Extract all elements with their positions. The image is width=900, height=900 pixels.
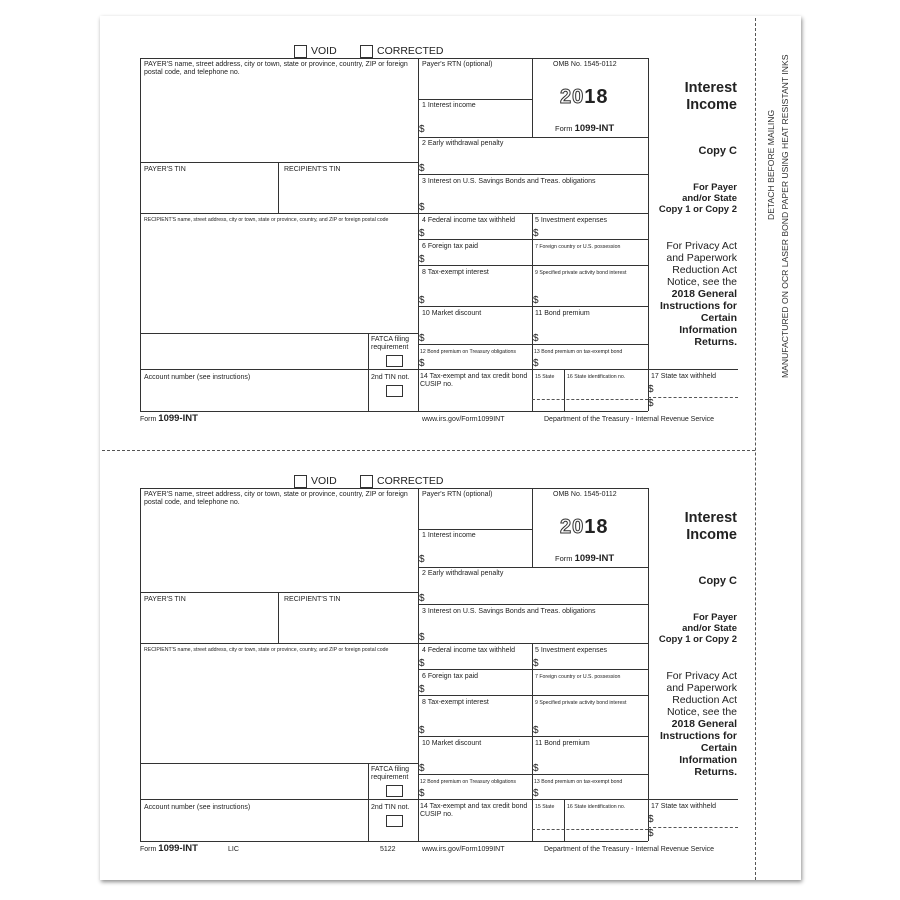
lic-code: LIC <box>228 846 239 853</box>
privacy-notice: For Privacy Act and Paperwork Reduction Act Notice, see the 2018 General Instructions for Certain Information Returns. <box>659 670 737 778</box>
second-tin-checkbox[interactable] <box>386 385 403 397</box>
box-3-input[interactable]: $ <box>419 632 425 643</box>
box-6-input[interactable]: $ <box>419 684 425 695</box>
box-9-label: 9 Specified private activity bond interest <box>535 700 627 706</box>
corrected-checkbox[interactable] <box>360 475 373 488</box>
box-17-label: 17 State tax withheld <box>651 803 716 810</box>
for-payer-note: For Payer and/or State Copy 1 or Copy 2 <box>658 612 737 645</box>
box-6-label: 6 Foreign tax paid <box>422 243 479 250</box>
form-footer-id: Form 1099-INT <box>140 843 198 854</box>
box-14-label: 14 Tax-exempt and tax credit bond CUSIP no. <box>420 803 528 818</box>
omb-number: OMB No. 1545-0112 <box>553 61 617 68</box>
second-tin-label: 2nd TIN not. <box>371 804 410 811</box>
void-checkbox[interactable] <box>294 45 307 58</box>
corrected-label: CORRECTED <box>377 45 444 57</box>
payer-name-label: PAYER'S name, street address, city or town, state or province, country, ZIP or foreign postal code, and telephone no. <box>144 61 408 76</box>
box-8-input[interactable]: $ <box>419 295 425 306</box>
payer-rtn-label: Payer's RTN (optional) <box>422 491 493 498</box>
void-checkbox[interactable] <box>294 475 307 488</box>
form-copy-top <box>0 0 900 430</box>
box-7-label: 7 Foreign country or U.S. possession <box>535 244 621 250</box>
box-11-input[interactable]: $ <box>533 763 539 774</box>
box-16-label: 16 State identification no. <box>567 804 626 810</box>
box-1-input[interactable]: $ <box>419 124 425 135</box>
box-11-label: 11 Bond premium <box>535 740 590 747</box>
form-copy-bottom <box>0 430 900 860</box>
box-1-label: 1 Interest income <box>422 532 476 539</box>
for-payer-note: For Payer and/or State Copy 1 or Copy 2 <box>658 182 737 215</box>
recipient-tin-label: RECIPIENT'S TIN <box>284 596 341 603</box>
box-12-input[interactable]: $ <box>419 358 425 369</box>
box-4-input[interactable]: $ <box>419 658 425 669</box>
box-17-label: 17 State tax withheld <box>651 373 716 380</box>
recipient-name-label: RECIPIENT'S name, street address, city or town, state or province, country, and ZIP or foreign postal code <box>144 217 389 223</box>
form-title: Interest Income <box>684 80 737 113</box>
box-10-input[interactable]: $ <box>419 333 425 344</box>
box-8-input[interactable]: $ <box>419 725 425 736</box>
fatca-label: FATCA filing requirement <box>371 336 409 351</box>
account-number-label: Account number (see instructions) <box>144 804 251 811</box>
payer-name-label: PAYER'S name, street address, city or town, state or province, country, ZIP or foreign postal code, and telephone no. <box>144 491 408 506</box>
box-6-input[interactable]: $ <box>419 254 425 265</box>
form-title: Interest Income <box>684 510 737 543</box>
dept-label: Department of the Treasury - Internal Revenue Service <box>544 846 715 853</box>
box-4-label: 4 Federal income tax withheld <box>422 647 515 654</box>
box-10-input[interactable]: $ <box>419 763 425 774</box>
omb-number: OMB No. 1545-0112 <box>553 491 617 498</box>
box-8-label: 8 Tax-exempt interest <box>422 699 489 706</box>
box-12-input[interactable]: $ <box>419 788 425 799</box>
box-17-input-1[interactable]: $ <box>648 384 654 395</box>
box-15-label: 15 State <box>535 804 555 810</box>
void-label: VOID <box>311 45 337 57</box>
form-number-code: 5122 <box>380 846 396 853</box>
box-2-label: 2 Early withdrawal penalty <box>422 570 504 577</box>
form-id-top: Form 1099-INT <box>555 123 615 134</box>
box-11-input[interactable]: $ <box>533 333 539 344</box>
box-7-label: 7 Foreign country or U.S. possession <box>535 674 621 680</box>
account-number-label: Account number (see instructions) <box>144 374 251 381</box>
box-1-label: 1 Interest income <box>422 102 476 109</box>
box-3-label: 3 Interest on U.S. Savings Bonds and Treas. obligations <box>422 608 596 615</box>
box-16-label: 16 State identification no. <box>567 374 626 380</box>
fatca-checkbox[interactable] <box>386 355 403 367</box>
box-12-label: 12 Bond premium on Treasury obligations <box>420 779 517 785</box>
box-2-input[interactable]: $ <box>419 593 425 604</box>
corrected-checkbox[interactable] <box>360 45 373 58</box>
box-2-input[interactable]: $ <box>419 163 425 174</box>
recipient-name-label: RECIPIENT'S name, street address, city or town, state or province, country, and ZIP or foreign postal code <box>144 647 389 653</box>
box-13-label: 13 Bond premium on tax-exempt bond <box>534 779 623 785</box>
box-11-label: 11 Bond premium <box>535 310 590 317</box>
irs-url: www.irs.gov/Form1099INT <box>422 846 505 853</box>
box-6-label: 6 Foreign tax paid <box>422 673 479 680</box>
payer-tin-label: PAYER'S TIN <box>144 166 186 173</box>
box-9-input[interactable]: $ <box>533 725 539 736</box>
box-9-label: 9 Specified private activity bond interest <box>535 270 627 276</box>
copy-label: Copy C <box>698 145 737 157</box>
fatca-label: FATCA filing requirement <box>371 766 409 781</box>
box-5-label: 5 Investment expenses <box>535 217 607 224</box>
void-label: VOID <box>311 475 337 487</box>
box-3-label: 3 Interest on U.S. Savings Bonds and Treas. obligations <box>422 178 596 185</box>
detach-notice: DETACH BEFORE MAILING <box>766 109 776 220</box>
tax-year: 2018 <box>560 516 609 538</box>
copy-label: Copy C <box>698 575 737 587</box>
box-4-label: 4 Federal income tax withheld <box>422 217 515 224</box>
second-tin-label: 2nd TIN not. <box>371 374 410 381</box>
box-13-input[interactable]: $ <box>533 788 539 799</box>
dept-label: Department of the Treasury - Internal Revenue Service <box>544 416 715 423</box>
corrected-label: CORRECTED <box>377 475 444 487</box>
privacy-notice: For Privacy Act and Paperwork Reduction Act Notice, see the 2018 General Instructions for Certain Information Returns. <box>659 240 737 348</box>
form-id-top: Form 1099-INT <box>555 553 615 564</box>
box-13-label: 13 Bond premium on tax-exempt bond <box>534 349 623 355</box>
box-12-label: 12 Bond premium on Treasury obligations <box>420 349 517 355</box>
box-5-label: 5 Investment expenses <box>535 647 607 654</box>
payer-rtn-label: Payer's RTN (optional) <box>422 61 493 68</box>
second-tin-checkbox[interactable] <box>386 815 403 827</box>
recipient-tin-label: RECIPIENT'S TIN <box>284 166 341 173</box>
box-14-label: 14 Tax-exempt and tax credit bond CUSIP no. <box>420 373 528 388</box>
box-17-input-1[interactable]: $ <box>648 814 654 825</box>
box-5-input[interactable]: $ <box>533 658 539 669</box>
box-17-input-2[interactable]: $ <box>648 398 654 409</box>
paper-notice: MANUFACTURED ON OCR LASER BOND PAPER USING HEAT RESISTANT INKS <box>780 54 790 378</box>
box-5-input[interactable]: $ <box>533 228 539 239</box>
form-footer-id: Form 1099-INT <box>140 413 198 424</box>
box-13-input[interactable]: $ <box>533 358 539 369</box>
box-17-input-2[interactable]: $ <box>648 828 654 839</box>
box-8-label: 8 Tax-exempt interest <box>422 269 489 276</box>
box-10-label: 10 Market discount <box>422 310 482 317</box>
irs-url: www.irs.gov/Form1099INT <box>422 416 505 423</box>
box-10-label: 10 Market discount <box>422 740 482 747</box>
tax-year: 2018 <box>560 86 609 108</box>
box-9-input[interactable]: $ <box>533 295 539 306</box>
box-2-label: 2 Early withdrawal penalty <box>422 140 504 147</box>
box-15-label: 15 State <box>535 374 555 380</box>
payer-tin-label: PAYER'S TIN <box>144 596 186 603</box>
box-4-input[interactable]: $ <box>419 228 425 239</box>
fatca-checkbox[interactable] <box>386 785 403 797</box>
box-1-input[interactable]: $ <box>419 554 425 565</box>
box-3-input[interactable]: $ <box>419 202 425 213</box>
